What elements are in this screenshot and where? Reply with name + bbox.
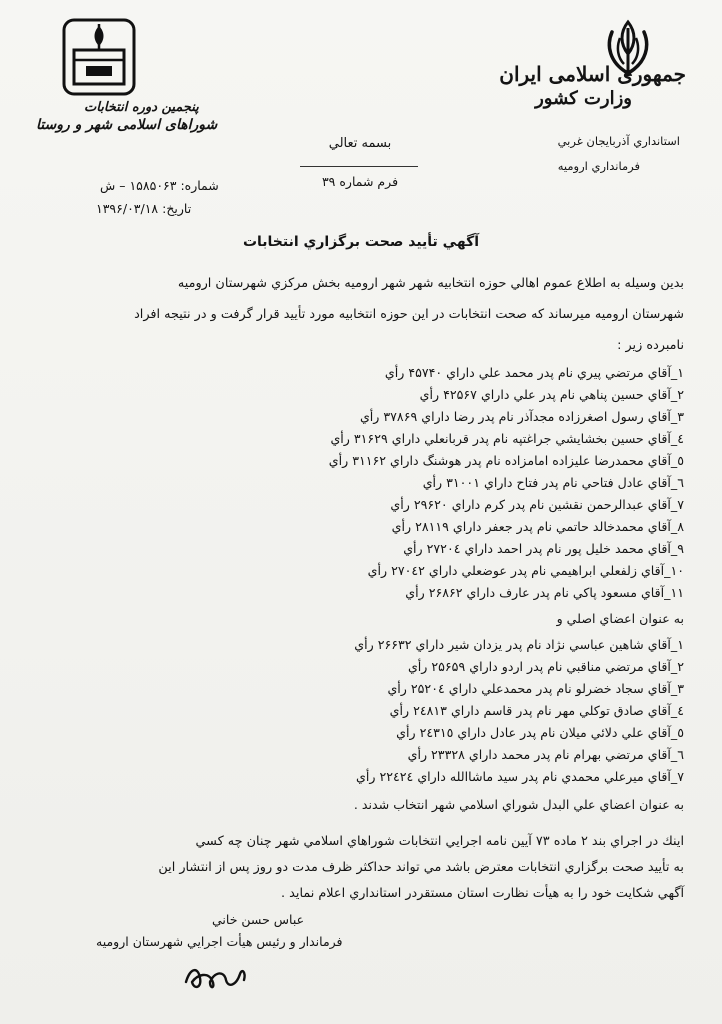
alternate-member-item: ٦_آقاي مرتضي بهرام نام پدر محمد داراي ۲۳۳۲۸ رأي xyxy=(407,747,684,762)
principal-caption: به عنوان اعضاي اصلي و xyxy=(556,611,684,626)
principal-member-item: ۳_آقاي رسول اصغرزاده مجدآذر نام پدر رضا داراي ۳۷۸۶۹ رأي xyxy=(359,409,684,424)
letter-date: تاريخ: ۱۳۹۶/۰۳/۱۸ xyxy=(96,201,192,216)
principal-member-item: ۸_آقاي محمدخالد حاتمي نام پدر جعفر داراي ۲۸۱۱۹ رأي xyxy=(391,519,684,534)
closing-line: آگهي شكايت خود را به هيأت نظارت استان مستقردر استانداري اعلام نمايد . xyxy=(281,886,684,901)
principal-member-item: ۹_آقاي محمد خليل پور نام پدر احمد داراي ۲۷۲۰٤ رأي xyxy=(403,541,684,556)
principal-member-item: ۲_آقاي حسين پناهي نام پدر علي داراي ۴۲۵۶۷ رأي xyxy=(419,387,684,402)
alternate-member-item: ٥_آقاي علي دلائي ميلان نام پدر عادل داراي ۲٤۳۱٥ رأي xyxy=(396,725,684,740)
notice-title: آگهي تأييد صحت برگزاري انتخابات xyxy=(242,234,480,250)
handwritten-signature xyxy=(180,960,252,994)
header-divider xyxy=(300,166,418,167)
principal-member-item: ٤_آقاي حسين بخشايشي جراغتپه نام پدر قربانعلي داراي ۳۱۶۲۹ رأي xyxy=(330,431,684,446)
form-number: فرم شماره ۳۹ xyxy=(321,174,399,189)
principal-member-item: ۱۰_آقاي زلفعلي ابراهيمي نام پدر عوضعلي داراي ۲۷۰٤۲ رأي xyxy=(367,563,684,578)
closing-line: به تأييد صحت برگزاري انتخابات معترض باشد مي تواند حداكثر ظرف مدت دو روز پس از انتشار اين xyxy=(158,860,684,875)
intro-line: شهرستان اروميه ميرساند كه صحت انتخابات در اين حوزه انتخابيه مورد تأييد قرار گرفت و در نتيجه افراد xyxy=(134,307,684,322)
alternate-member-item: ٤_آقاي صادق توكلي مهر نام پدر قاسم داراي ۲٤۸۱۳ رأي xyxy=(389,703,684,718)
alternate-caption: به عنوان اعضاي علي البدل شوراي اسلامي شهر انتخاب شدند . xyxy=(353,797,684,812)
election-logo-icon xyxy=(58,14,140,100)
closing-line: اينك در اجراي بند ۲ ماده ۷۳ آيين نامه اجرايي انتخابات شوراهاي اسلامي شهر چنان چه كسي xyxy=(195,834,684,849)
signatory-name: عباس حسن خاني xyxy=(212,912,305,927)
principal-member-item: ۱۱_آقاي مسعود پاكي نام پدر عارف داراي ۲۶۸۶۲ رأي xyxy=(405,585,684,600)
basmala-header: بسمه تعالي xyxy=(328,136,392,151)
alternate-member-item: ۷_آقاي ميرعلي محمدي نام پدر سيد ماشاالله داراي ۲۲٤۲٤ رأي xyxy=(356,769,684,784)
principal-member-item: ٥_آقاي محمدرضا عليزاده امامزاده نام پدر هوشنگ داراي ۳۱۱۶۲ رأي xyxy=(328,453,684,468)
ministry-title-line1: جمهوری اسلامی ایران xyxy=(499,62,686,86)
principal-member-item: ۱_آقاي مرتضي پيري نام پدر محمد علي داراي ۴۵۷۴۰ رأي xyxy=(384,365,684,380)
letter-number: شماره: ۱۵۸۵۰۶۳ – ش xyxy=(100,178,219,193)
principal-member-item: ۷_آقاي عبدالرحمن نقشين نام پدر كرم داراي ۲۹۶۲۰ رأي xyxy=(390,497,684,512)
province-label: استانداري آذربايجان غربي xyxy=(557,134,680,148)
intro-line: بدين وسيله به اطلاع عموم اهالي حوزه انتخابيه شهر شهر اروميه بخش مركزي شهرستان اروميه xyxy=(177,276,684,291)
alternate-member-item: ۲_آقاي مرتضي مناقبي نام پدر اردو داراي ۲۵۶۵۹ رأي xyxy=(407,659,684,674)
alternate-member-item: ۳_آقاي سجاد خضرلو نام پدر محمدعلي داراي ۲۵۲۰٤ رأي xyxy=(387,681,684,696)
election-round-label: پنجمین دوره انتخابات xyxy=(84,100,199,115)
signatory-title: فرماندار و رئيس هيأت اجرايي شهرستان اروميه xyxy=(96,934,343,949)
ministry-title-line2: وزارت کشور xyxy=(535,88,632,109)
intro-line: نامبرده زير : xyxy=(617,338,684,353)
governorate-label: فرمانداري اروميه xyxy=(557,159,640,173)
council-elections-label: شوراهای اسلامی شهر و روستا xyxy=(36,117,218,133)
alternate-member-item: ۱_آقاي شاهين عباسي نژاد نام پدر يزدان شير داراي ۲۶۶۳۲ رأي xyxy=(354,637,684,652)
principal-member-item: ٦_آقاي عادل فتاحي نام پدر فتاح داراي ۳۱۰۰۱ رأي xyxy=(422,475,684,490)
